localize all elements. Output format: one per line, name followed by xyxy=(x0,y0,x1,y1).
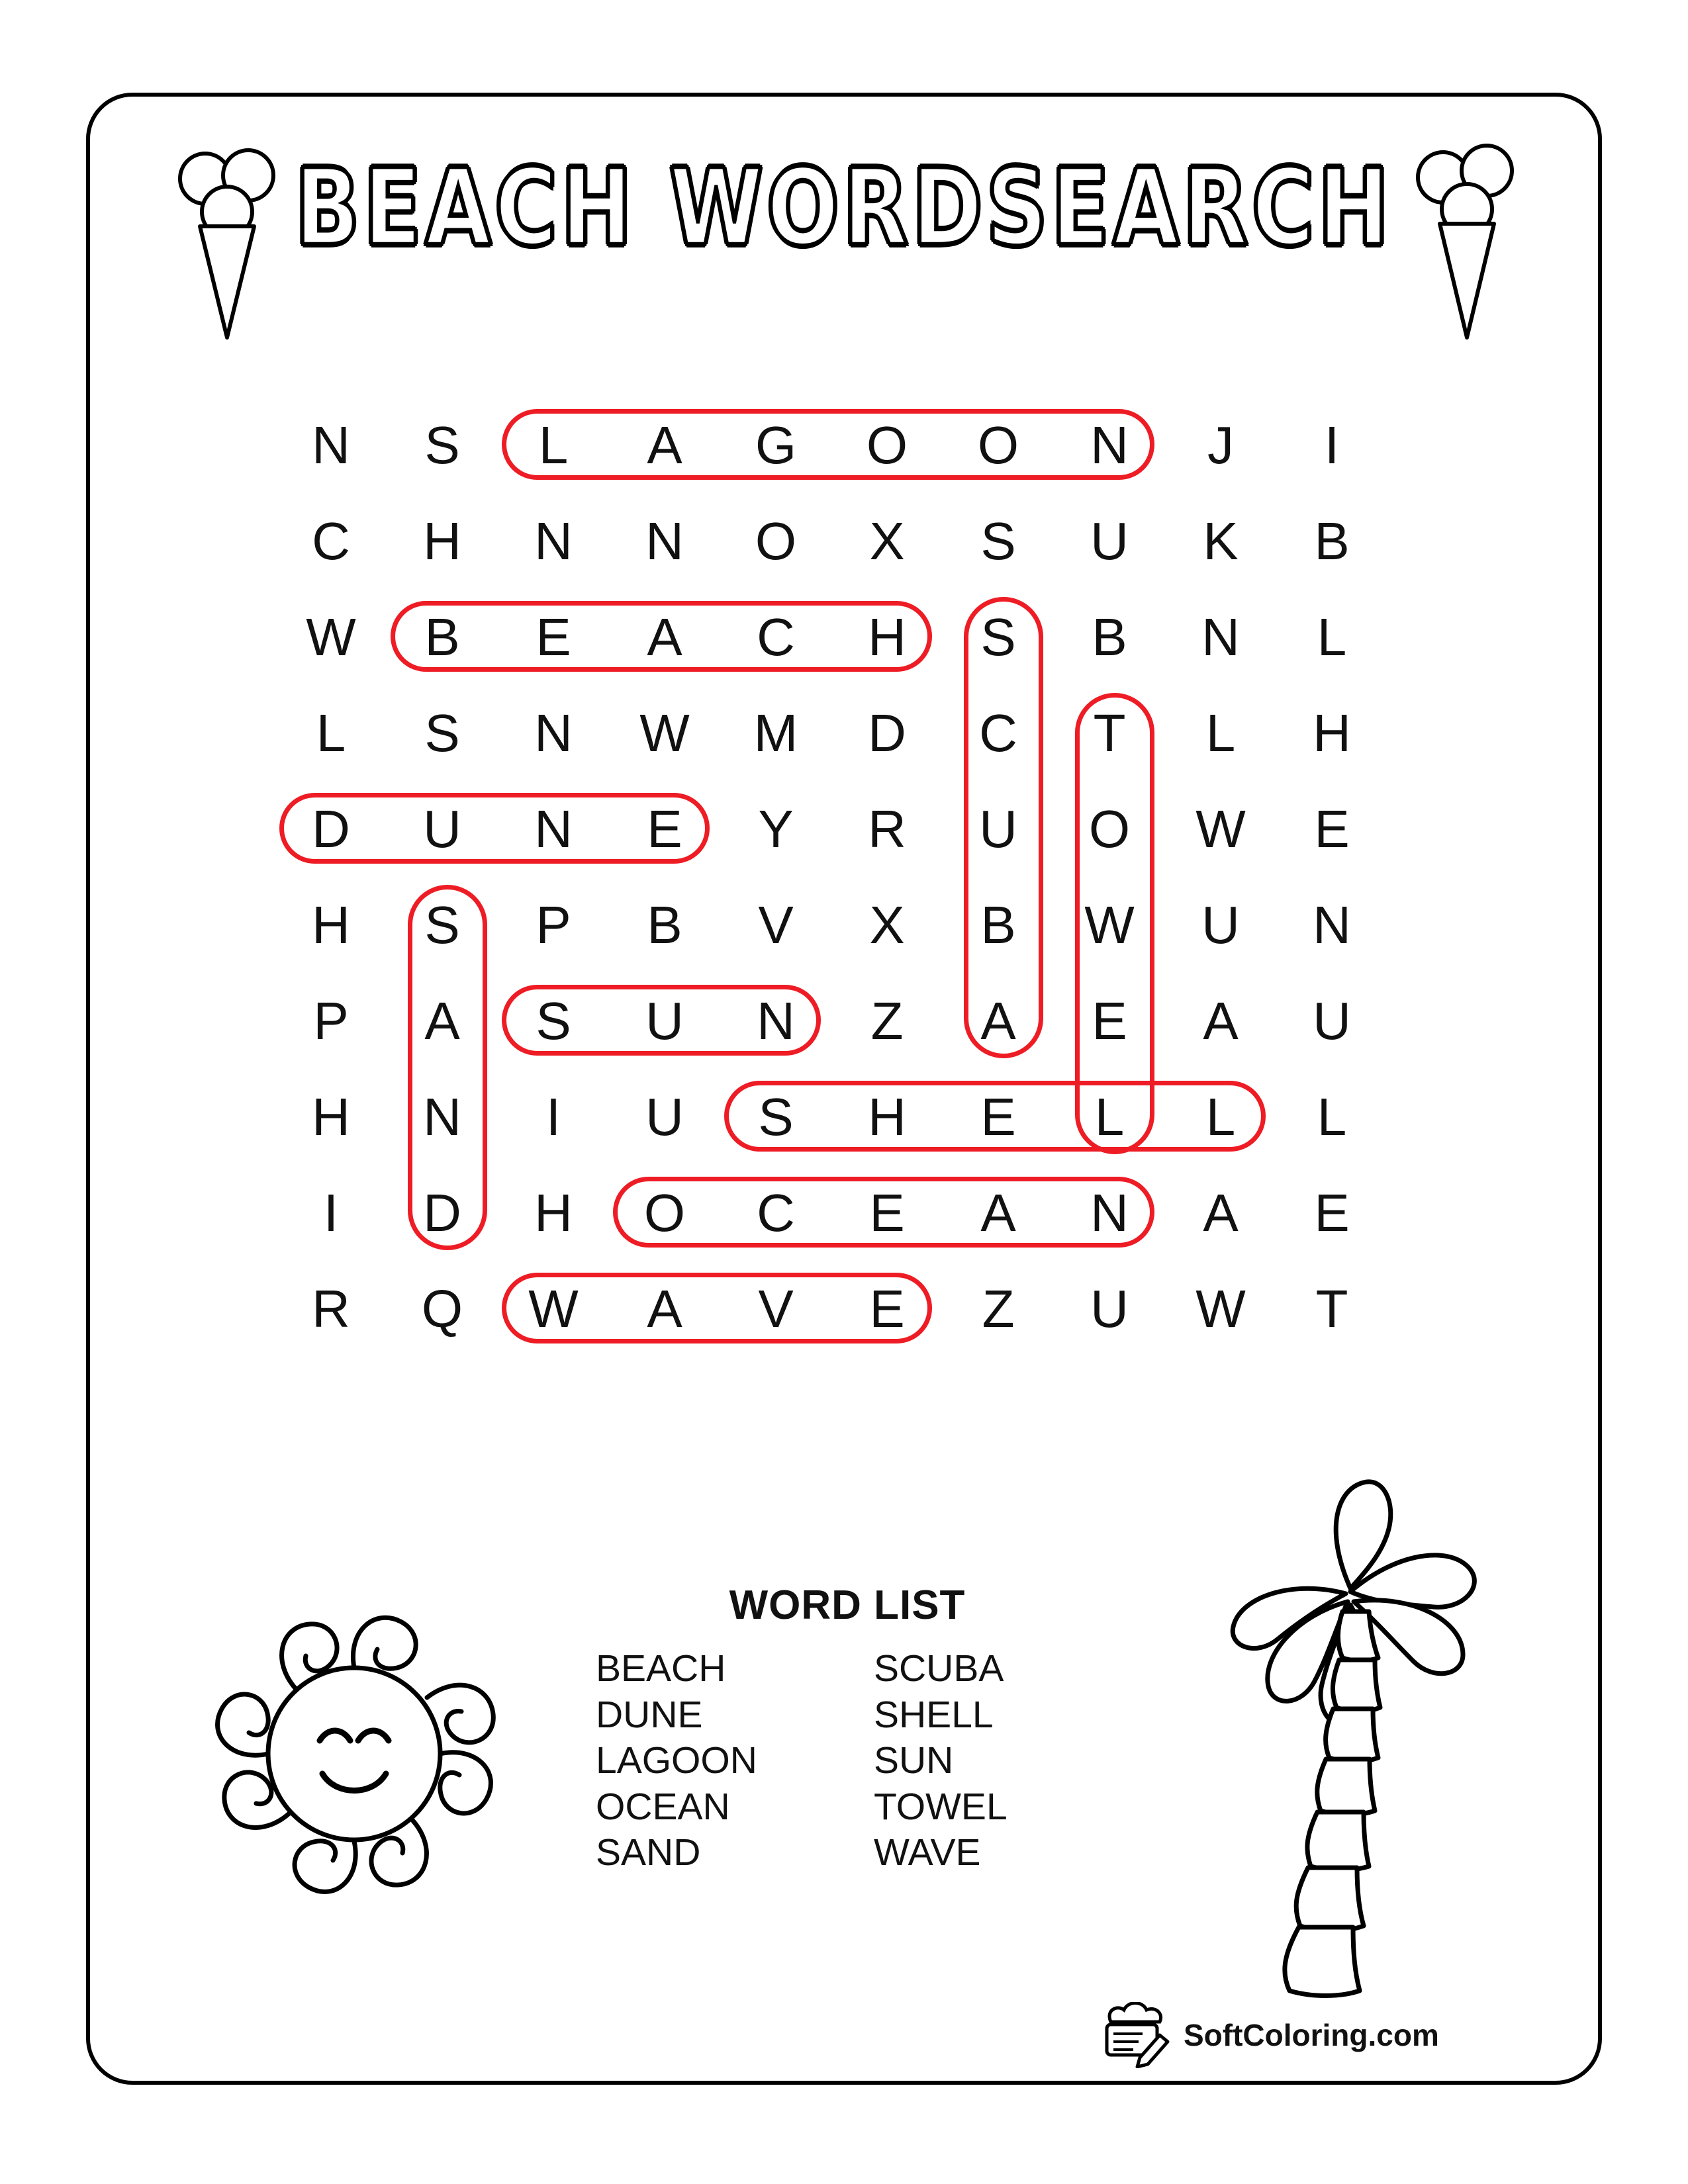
grid-cell: T xyxy=(1315,1279,1348,1338)
grid-cell: E xyxy=(1314,799,1350,858)
grid-cell: W xyxy=(639,704,690,762)
grid-cell: O xyxy=(977,416,1019,475)
grid-cell: S xyxy=(424,416,460,475)
word-list-item: OCEAN xyxy=(596,1785,730,1828)
grid-cell: N xyxy=(645,512,684,570)
grid-cell: S xyxy=(758,1087,794,1146)
grid-cell: C xyxy=(979,704,1017,762)
grid-cell: R xyxy=(868,799,906,858)
grid-cell: U xyxy=(645,991,684,1050)
word-list-item: BEACH xyxy=(596,1647,726,1690)
grid-cell: S xyxy=(980,608,1016,666)
word-list-column-1 xyxy=(596,1646,874,1876)
grid-cell: L xyxy=(538,416,569,475)
grid-cell: W xyxy=(1084,895,1135,954)
grid-cell: Z xyxy=(870,991,904,1050)
grid-cell: B xyxy=(424,608,460,666)
grid-cell: U xyxy=(1313,991,1351,1050)
grid-cell: Y xyxy=(758,799,794,858)
grid-cell: C xyxy=(312,512,350,570)
grid-cell: N xyxy=(1090,1183,1129,1242)
wordsearch-grid xyxy=(285,397,1397,1456)
grid-cell: A xyxy=(1203,991,1239,1050)
grid-cell: N xyxy=(312,416,350,475)
grid-cell: B xyxy=(647,895,682,954)
grid-cell: C xyxy=(757,608,795,666)
grid-cell: S xyxy=(424,895,460,954)
grid-cell: R xyxy=(312,1279,350,1338)
grid-cell: U xyxy=(1090,512,1129,570)
grid-cell: D xyxy=(423,1183,461,1242)
grid-cell: H xyxy=(868,608,906,666)
grid-cell: E xyxy=(536,608,571,666)
word-list-item: LAGOON xyxy=(596,1739,757,1782)
grid-cell: N xyxy=(534,512,573,570)
grid-cell: L xyxy=(1317,608,1347,666)
word-list-heading: WORD LIST xyxy=(729,1582,966,1628)
grid-cell: E xyxy=(869,1183,905,1242)
page-title: BEACH WORDSEARCH xyxy=(295,146,1393,270)
grid-cell: Z xyxy=(982,1279,1015,1338)
grid-cell: H xyxy=(423,512,461,570)
word-list-item: TOWEL xyxy=(874,1785,1008,1828)
word-list-item: DUNE xyxy=(596,1693,703,1736)
grid-cell: Q xyxy=(421,1279,463,1338)
grid-cell: N xyxy=(1201,608,1240,666)
grid-cell: I xyxy=(323,1183,339,1242)
grid-cell: A xyxy=(424,991,460,1050)
word-list-item: SUN xyxy=(874,1739,954,1782)
grid-cell: G xyxy=(755,416,797,475)
notebook-pencil-icon xyxy=(1099,2002,1172,2068)
grid-cell: L xyxy=(1205,1087,1236,1146)
grid-cell: X xyxy=(869,895,905,954)
grid-cell: S xyxy=(424,704,460,762)
grid-cell: S xyxy=(536,991,571,1050)
grid-cell: A xyxy=(980,991,1016,1050)
grid-cell: W xyxy=(1196,799,1246,858)
grid-cell: J xyxy=(1207,416,1234,475)
grid-cell: M xyxy=(753,704,798,762)
grid-cell: O xyxy=(1088,799,1131,858)
word-list-column-2 xyxy=(874,1646,1099,1876)
grid-cell: S xyxy=(980,512,1016,570)
grid-cell: O xyxy=(643,1183,686,1242)
grid-cell: P xyxy=(536,895,571,954)
grid-cell: H xyxy=(1313,704,1351,762)
word-list-item: SCUBA xyxy=(874,1647,1004,1690)
word-list-item: SHELL xyxy=(874,1693,994,1736)
grid-cell: E xyxy=(869,1279,905,1338)
grid-cell: C xyxy=(757,1183,795,1242)
footer-logo[interactable] xyxy=(1099,1992,1523,2078)
grid-cell: X xyxy=(869,512,905,570)
grid-cell: B xyxy=(1092,608,1127,666)
grid-cell: L xyxy=(1317,1087,1347,1146)
grid-cell: V xyxy=(758,895,794,954)
grid-cell: D xyxy=(868,704,906,762)
grid-cell: L xyxy=(316,704,346,762)
palm-tree-icon xyxy=(1152,1476,1562,2025)
grid-cell: T xyxy=(1093,704,1126,762)
grid-cell: A xyxy=(647,416,682,475)
word-list xyxy=(596,1582,1099,1876)
grid-cell: U xyxy=(645,1087,684,1146)
grid-cell: O xyxy=(866,416,908,475)
grid-cell: O xyxy=(755,512,797,570)
grid-cell: W xyxy=(306,608,356,666)
footer-text: SoftColoring.com xyxy=(1184,2018,1439,2052)
grid-cell: U xyxy=(1201,895,1240,954)
grid-cell: H xyxy=(312,895,350,954)
grid-cell: V xyxy=(758,1279,794,1338)
grid-cell: N xyxy=(1090,416,1129,475)
grid-cell: I xyxy=(545,1087,561,1146)
grid-cell: A xyxy=(1203,1183,1239,1242)
grid-cell: B xyxy=(1314,512,1350,570)
grid-cell: N xyxy=(534,704,573,762)
grid-cell: E xyxy=(1314,1183,1350,1242)
grid-cell: N xyxy=(757,991,795,1050)
grid-cell: D xyxy=(312,799,350,858)
smiling-sun-icon xyxy=(149,1549,559,1959)
title-row xyxy=(119,139,1569,357)
grid-cell: H xyxy=(312,1087,350,1146)
grid-cell: E xyxy=(1092,991,1127,1050)
grid-cell: U xyxy=(1090,1279,1129,1338)
grid-cell: I xyxy=(1324,416,1340,475)
grid-cell: W xyxy=(528,1279,579,1338)
grid-cell: A xyxy=(980,1183,1016,1242)
grid-cell: N xyxy=(1313,895,1351,954)
grid-cell: B xyxy=(980,895,1016,954)
grid-cell: A xyxy=(647,1279,682,1338)
grid-cell: E xyxy=(980,1087,1016,1146)
grid-cell: U xyxy=(979,799,1017,858)
grid-cell: N xyxy=(423,1087,461,1146)
word-list-item: SAND xyxy=(596,1831,701,1874)
grid-cell: A xyxy=(647,608,682,666)
grid-cell: U xyxy=(423,799,461,858)
grid-cell: L xyxy=(1094,1087,1125,1146)
grid-cell: H xyxy=(868,1087,906,1146)
grid-cell: E xyxy=(647,799,682,858)
grid-cell: W xyxy=(1196,1279,1246,1338)
grid-cell: H xyxy=(534,1183,573,1242)
word-list-item: WAVE xyxy=(874,1831,981,1874)
ice-cream-cone-icon xyxy=(1403,139,1529,357)
grid-cell: N xyxy=(534,799,573,858)
grid-cell: L xyxy=(1205,704,1236,762)
grid-cell: P xyxy=(313,991,349,1050)
grid-cell: K xyxy=(1203,512,1239,570)
